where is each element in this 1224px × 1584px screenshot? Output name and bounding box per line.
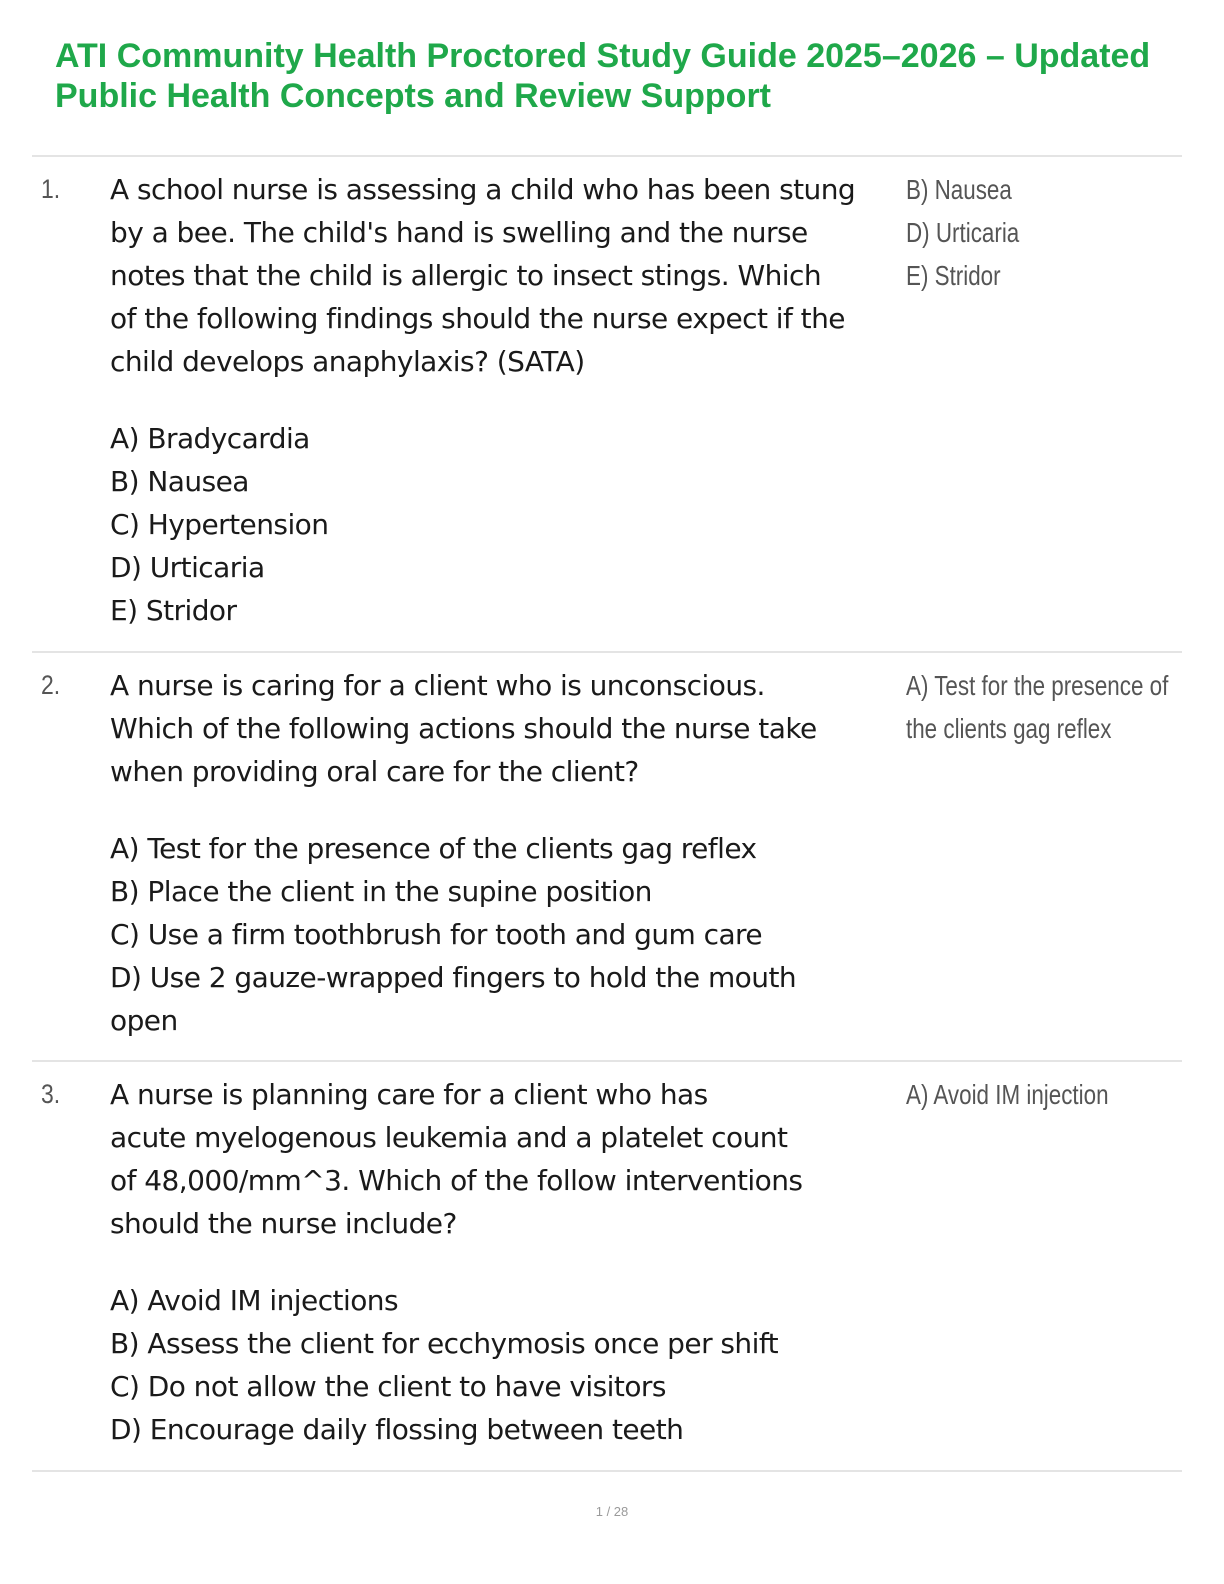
question-number: 2. [41, 670, 61, 700]
option-b: B) Assess the client for ecchymosis once per shift [110, 1327, 779, 1360]
option-c: C) Use a firm toothbrush for tooth and gum care [110, 918, 763, 951]
question-number: 3. [41, 1079, 61, 1109]
option-d-continued: open [110, 1004, 178, 1037]
document-title [55, 36, 1215, 116]
option-d: D) Encourage daily flossing between teeth [110, 1413, 684, 1446]
option-a: A) Bradycardia [110, 422, 310, 455]
option-b: B) Place the client in the supine position [110, 875, 652, 908]
stem-line: A nurse is caring for a client who is unconscious. [110, 669, 765, 702]
page-indicator: 1 / 28 [595, 1504, 629, 1519]
divider [32, 651, 1182, 653]
option-e: E) Stridor [110, 594, 237, 627]
answer-key [906, 664, 1169, 750]
stem-line: should the nurse include? [110, 1207, 457, 1240]
option-b: B) Nausea [110, 465, 249, 498]
stem-line: A school nurse is assessing a child who has been stung [110, 173, 856, 206]
title-line-2: Public Health Concepts and Review Support [55, 77, 771, 115]
answer-options [110, 417, 328, 632]
question-stem [110, 168, 855, 383]
answer-line: D) Urticaria [906, 217, 1020, 248]
answer-line: the clients gag reflex [906, 713, 1112, 744]
title-line-1: ATI Community Health Proctored Study Guide 2025–2026 – Updated [55, 37, 1151, 75]
question-stem [110, 664, 817, 793]
stem-line: of the following findings should the nurse expect if the [110, 302, 845, 335]
divider [32, 1060, 1182, 1062]
answer-line: B) Nausea [906, 174, 1012, 205]
option-a: A) Avoid IM injections [110, 1284, 399, 1317]
stem-line: child develops anaphylaxis? (SATA) [110, 345, 585, 378]
stem-line: A nurse is planning care for a client who has [110, 1078, 708, 1111]
stem-line: Which of the following actions should the nurse take [110, 712, 817, 745]
answer-line: A) Avoid IM injection [906, 1079, 1109, 1110]
divider [32, 155, 1182, 157]
stem-line: notes that the child is allergic to insect stings. Which [110, 259, 822, 292]
option-d: D) Urticaria [110, 551, 265, 584]
answer-options [110, 827, 796, 1042]
stem-line: of 48,000/mm^3. Which of the follow interventions [110, 1164, 803, 1197]
option-a: A) Test for the presence of the clients gag reflex [110, 832, 757, 865]
stem-line: by a bee. The child's hand is swelling and the nurse [110, 216, 808, 249]
divider [32, 1470, 1182, 1472]
answer-key [906, 168, 1146, 297]
question-number: 1. [41, 174, 61, 204]
answer-options [110, 1279, 778, 1451]
answer-line: A) Test for the presence of [906, 670, 1169, 701]
option-d: D) Use 2 gauze-wrapped fingers to hold the mouth [110, 961, 797, 994]
option-c: C) Do not allow the client to have visitors [110, 1370, 666, 1403]
answer-key [906, 1073, 1146, 1116]
answer-line: E) Stridor [906, 260, 1001, 291]
stem-line: when providing oral care for the client? [110, 755, 639, 788]
stem-line: acute myelogenous leukemia and a platelet count [110, 1121, 788, 1154]
question-stem [110, 1073, 802, 1245]
option-c: C) Hypertension [110, 508, 329, 541]
